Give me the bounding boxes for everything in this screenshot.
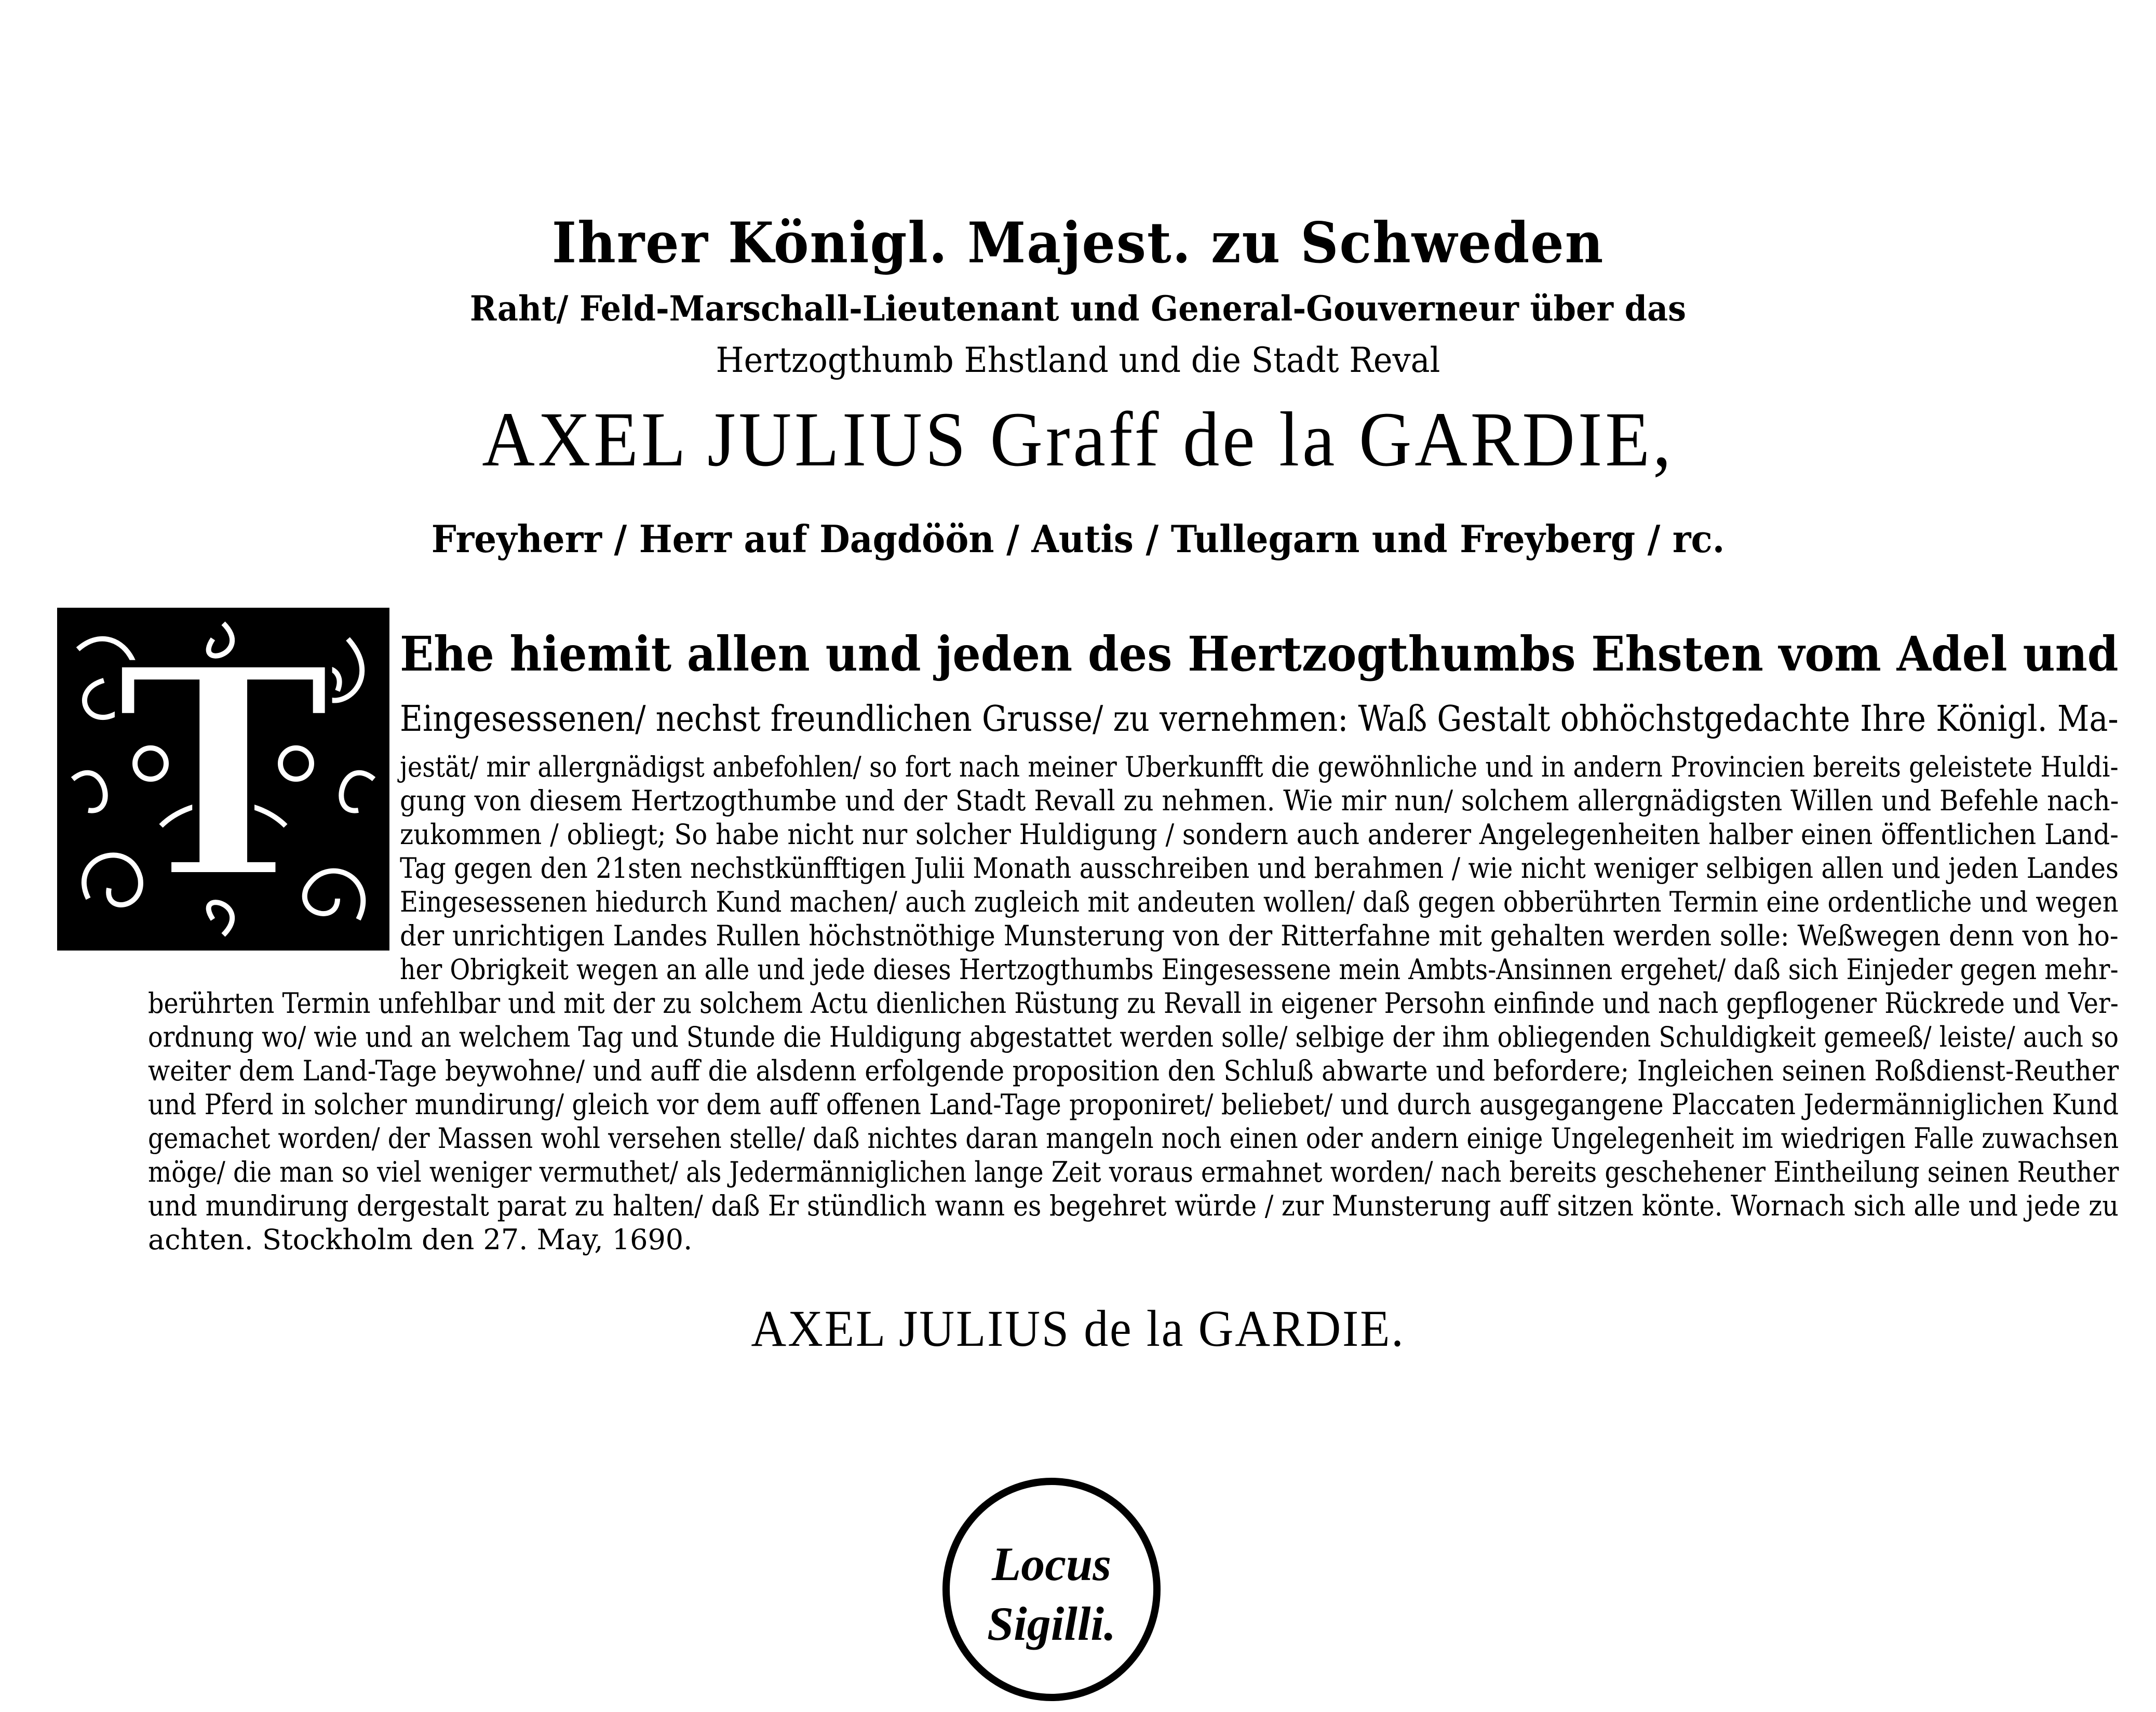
- heading-office: Raht/ Feld-Marschall-Lieutenant und General-Gouverneur über das: [469, 288, 1687, 329]
- decree-line: jestät/ mir allergnädigst anbefohlen/ so fort nach meiner Uberkunfft die gewöhnliche und in andern Provincien bereits geleistete Huldi-: [400, 751, 2119, 783]
- decree-line: Eingesessenen hiedurch Kund machen/ auch zugleich mit andeuten wollen/ daß gegen obberührten Termin eine ordentliche und wegen: [400, 886, 2119, 918]
- heading-name: AXEL JULIUS Graff de la GARDIE,: [482, 396, 1674, 483]
- decree-line: Eingesessenen/ nechst freundlichen Grusse/ zu vernehmen: Waß Gestalt obhöchstgedachte Ihre Königl. Ma-: [400, 699, 2119, 740]
- decree-line: der unrichtigen Landes Rullen höchstnöthige Munsterung von der Ritterfahne mit gehalten werden solle: Weßwegen denn von ho-: [400, 919, 2119, 952]
- decree-line: Ehe hiemit allen und jeden des Hertzogthumbs Ehsten vom Adel und: [400, 626, 2119, 682]
- signature: AXEL JULIUS de la GARDIE.: [751, 1300, 1405, 1357]
- heading-majesty: Ihrer Königl. Majest. zu Schweden: [551, 210, 1605, 276]
- decree-line: her Obrigkeit wegen an alle und jede dieses Hertzogthumbs Eingesessene mein Ambts-Ansinnen ergehet/ daß sich Einjeder gegen mehr-: [400, 953, 2119, 986]
- decree-line: achten. Stockholm den 27. May, 1690.: [148, 1223, 693, 1256]
- decree-line: und Pferd in solcher mundirung/ gleich vor dem auff offenen Land-Tage proponiret/ beliebet/ und durch ausgegangene Placcaten Jedermänniglichen Kund: [148, 1088, 2119, 1121]
- heading-territory: Hertzogthumb Ehstland und die Stadt Reval: [716, 340, 1440, 380]
- decree-line: ordnung wo/ wie und an welchem Tag und Stunde die Huldigung abgestattet werden solle/ selbige der ihm obliegenden Schuldigkeit gemeeß/ leiste/ auch so: [148, 1021, 2119, 1053]
- seal-line-2: Sigilli.: [987, 1597, 1116, 1650]
- initial-letter: T: [115, 608, 332, 945]
- decree-line: weiter dem Land-Tage beywohne/ und auff die alsdenn erfolgende proposition den Schluß abwarte und befordere; Ingleichen seinen Roßdienst-Reuther: [148, 1054, 2119, 1087]
- decree-line: berührten Termin unfehlbar und mit der zu solchem Actu dienlichen Rüstung zu Revall in eigener Persohn einfinde und nach gepflogener Rückrede und Ver-: [148, 987, 2119, 1020]
- decree-line: zukommen / obliegt; So habe nicht nur solcher Huldigung / sondern auch anderer Angelegenheiten halber einen öffentlichen Land-: [400, 818, 2119, 851]
- seal-line-1: Locus: [992, 1537, 1111, 1590]
- seal-circle: [942, 1478, 1161, 1701]
- decree-line: gung von diesem Hertzogthumbe und der Stadt Revall zu nehmen. Wie mir nun/ solchem allergnädigsten Willen und Befehle nach-: [400, 784, 2119, 817]
- heading-titles: Freyherr / Herr auf Dagdöön / Autis / Tullegarn und Freyberg / rc.: [431, 517, 1725, 561]
- seal-text: [950, 1534, 1153, 1654]
- decree-line: möge/ die man so viel weniger vermuthet/ als Jedermänniglichen lange Zeit voraus ermahnet worden/ nach bereits geschehener Eintheilung seinen Reuther: [148, 1156, 2119, 1188]
- decree-line: gemachet worden/ der Massen wohl versehen stelle/ daß nichtes daran mangeln noch einen oder andern einige Ungelegenheit im wiedrigen Falle zuwachsen: [148, 1122, 2119, 1155]
- decree-line: Tag gegen den 21sten nechstkünfftigen Julii Monath ausschreiben und berahmen / wie nicht weniger selbigen allen und jeden Landes: [400, 852, 2119, 885]
- decorated-initial: [57, 608, 389, 951]
- decree-line: und mundirung dergestalt parat zu halten/ daß Er stündlich wann es begehret würde / zur Munsterung auff sitzen könte. Wornach sich alle und jede zu: [148, 1189, 2119, 1222]
